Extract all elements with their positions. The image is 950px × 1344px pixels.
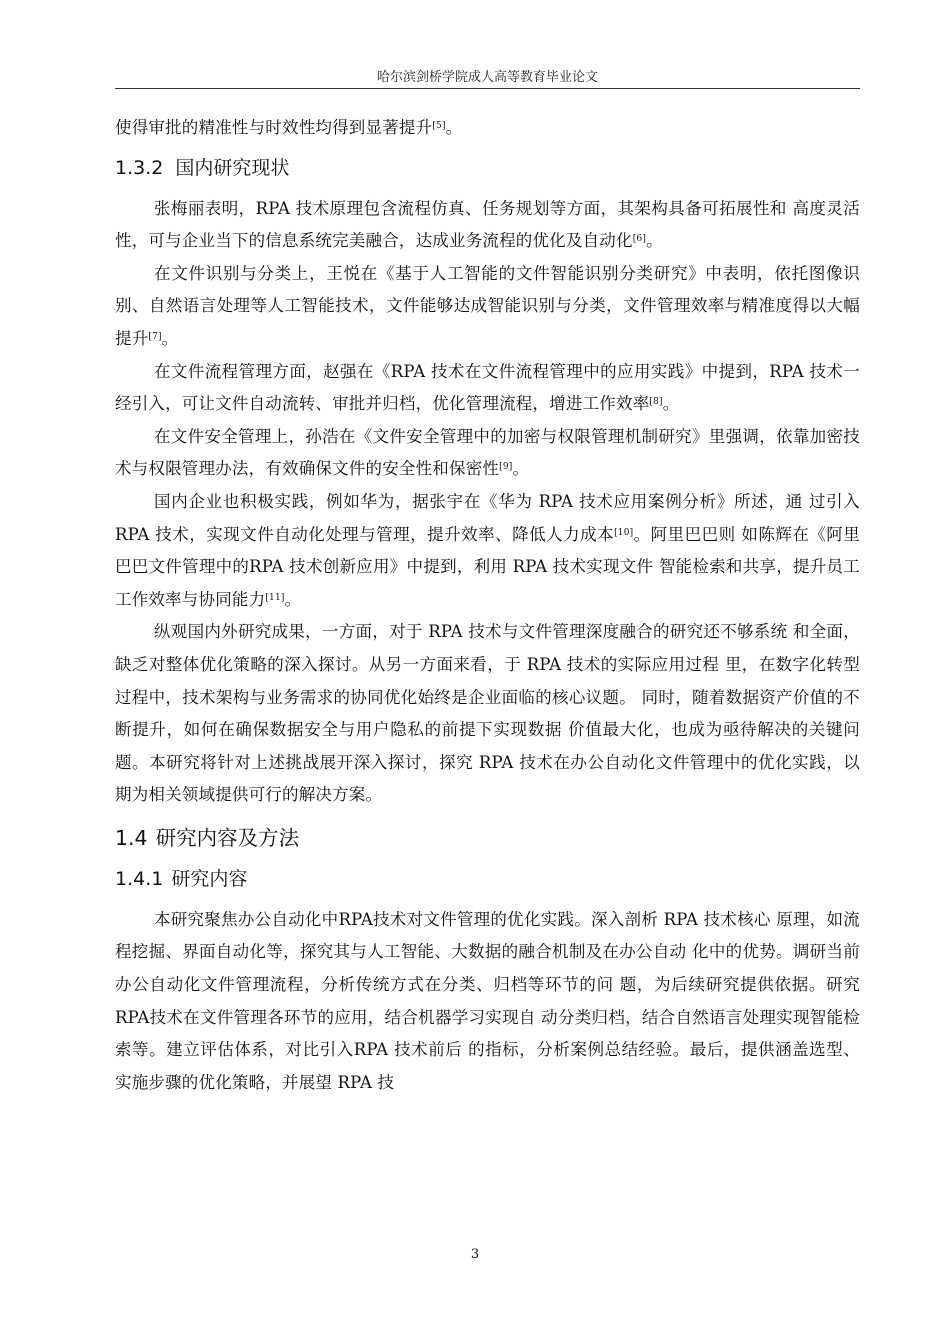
citation-ref: [7] bbox=[148, 331, 162, 342]
paragraph: 在文件识别与分类上，王悦在《基于人工智能的文件智能识别分类研究》中表明，依托图像识别、自然语言处理等人工智能技术，文件能够达成智能识别与分类，文件管理效率与精准度得以大幅提升[7]。 bbox=[115, 263, 860, 348]
section-heading-1-3-2: 1.3.2 国内研究现状 bbox=[115, 156, 290, 179]
citation-ref: [6] bbox=[632, 234, 647, 245]
citation-ref: [10] bbox=[614, 527, 634, 538]
paragraph: 在文件流程管理方面，赵强在《RPA 技术在文件流程管理中的应用实践》中提到，RPA 技术一经引入，可让文件自动流转、审批并归档，优化管理流程，增进工作效率[8]。 bbox=[115, 361, 860, 414]
citation-ref: [5] bbox=[432, 121, 446, 131]
header-rule bbox=[115, 88, 860, 89]
paragraph: 在文件安全管理上，孙浩在《文件安全管理中的加密与权限管理机制研究》里强调，依靠加密技术与权限管理办法，有效确保文件的安全性和保密性[9]。 bbox=[115, 426, 860, 479]
section-heading-1-4: 1.4 研究内容及方法 bbox=[115, 825, 300, 850]
citation-ref: [11] bbox=[265, 592, 285, 603]
paragraph-continuation: 使得审批的精准性与时效性均得到显著提升[5]。 bbox=[115, 118, 463, 137]
running-header: 哈尔滨剑桥学院成人高等教育毕业论文 bbox=[376, 70, 598, 85]
citation-ref: [9] bbox=[499, 462, 513, 473]
section-heading-1-4-1: 1.4.1 研究内容 bbox=[115, 867, 248, 890]
citation-ref: [8] bbox=[649, 397, 663, 408]
page-number: 3 bbox=[470, 1247, 480, 1262]
paragraph: 本研究聚焦办公自动化中RPA技术对文件管理的优化实践。深入剖析 RPA 技术核心 原理，如流程挖掘、界面自动化等，探究其与人工智能、大数据的融合机制及在办公自动 化中的优势。调研当前办公自动化文件管理流程，分析传统方式在分类、归档等环节的问 题，为后续研究提供依据。研究 RPA技术在文件管理各环节的应用，结合机器学习实现自 动分类归档，结合自然语言处理实现智能检索等。建立评估体系，对比引入RPA 技术前后 的指标，分析案例总结经验。最后，提供涵盖选型、实施步骤的优化策略，并展望 RPA 技 bbox=[115, 909, 860, 1092]
paragraph: 纵观国内外研究成果，一方面，对于 RPA 技术与文件管理深度融合的研究还不够系统 和全面，缺乏对整体优化策略的深入探讨。从另一方面来看，于 RPA 技术的实际应用过程 里，在数字化转型过程中，技术架构与业务需求的协同优化始终是企业面临的核心议题。 同时，随着数据资产价值的不断提升，如何在确保数据安全与用户隐私的前提下实现数据 价值最大化，也成为亟待解决的关键问题。本研究将针对上述挑战展开深入探讨，探究 RPA 技术在办公自动化文件管理中的优化实践，以期为相关领域提供可行的解决方案。 bbox=[115, 622, 860, 805]
paragraph: 国内企业也积极实践，例如华为，据张宇在《华为 RPA 技术应用案例分析》所述，通 过引入 RPA 技术，实现文件自动化处理与管理，提升效率、降低人力成本[10]。阿里巴巴则 如陈辉在《阿里巴巴文件管理中的RPA 技术创新应用》中提到，利用 RPA 技术实现文件 智能检索和共享，提升员工工作效率与协同能力[11]。 bbox=[115, 491, 861, 609]
body-content bbox=[115, 112, 860, 1099]
paragraph: 张梅丽表明，RPA 技术原理包含流程仿真、任务规划等方面，其架构具备可拓展性和 高度灵活性，可与企业当下的信息系统完美融合，达成业务流程的优化及自动化[6]。 bbox=[115, 198, 860, 251]
